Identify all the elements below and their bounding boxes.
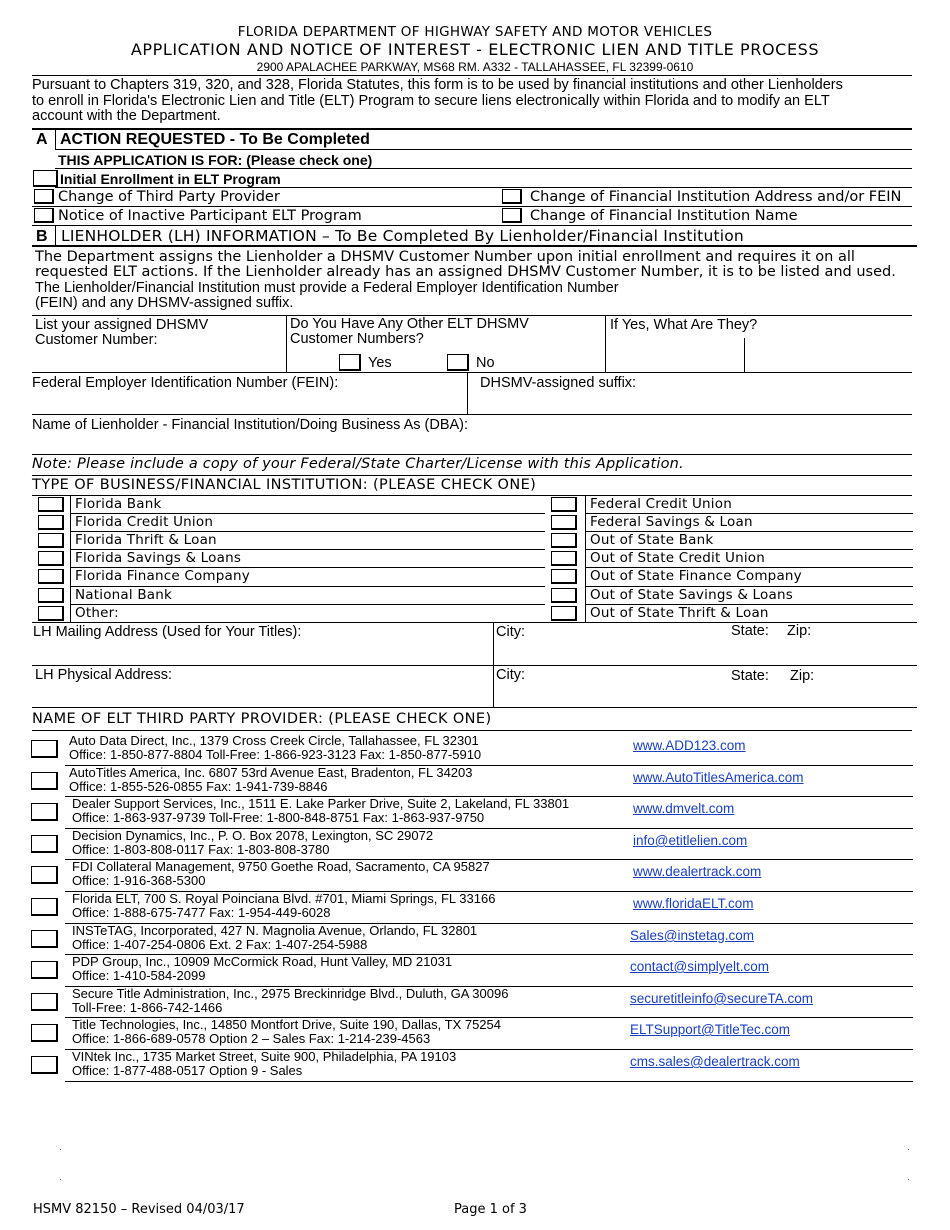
provider-name-address: Florida ELT, 700 S. Royal Poinciana Blvd. #701, Miami Springs, FL 33166: [72, 891, 496, 906]
provider-name-address: VINtek Inc., 1735 Market Street, Suite 900, Philadelphia, PA 19103: [72, 1049, 457, 1064]
form-id: HSMV 82150 – Revised 04/03/17: [33, 1202, 245, 1217]
provider-name-address: PDP Group, Inc., 10909 McCormick Road, Hunt Valley, MD 21031: [72, 954, 453, 969]
business-type-label: Federal Savings & Loan: [590, 514, 753, 530]
business-type-checkbox[interactable]: [38, 606, 64, 621]
provider-phone: Office: 1-888-675-7477 Fax: 1-954-449-6028: [72, 905, 331, 920]
provider-phone: Toll-Free: 1-866-742-1466: [72, 1000, 223, 1015]
provider-link[interactable]: www.dealertrack.com: [633, 864, 762, 879]
business-type-label: Florida Thrift & Loan: [75, 532, 217, 548]
section-a-title: ACTION REQUESTED - To Be Completed: [60, 131, 370, 148]
dot-mark: .: [907, 1142, 910, 1153]
address-fein-change-checkbox[interactable]: [502, 189, 522, 204]
dot-mark: .: [907, 1172, 910, 1183]
business-type-checkbox[interactable]: [551, 569, 577, 584]
physical-address-label: LH Physical Address:: [35, 667, 173, 683]
provider-name-address: Decision Dynamics, Inc., P. O. Box 2078, Lexington, SC 29072: [72, 828, 434, 843]
mailing-city-label: City:: [496, 624, 525, 640]
provider-phone: Office: 1-863-937-9739 Toll-Free: 1-800-848-8751 Fax: 1-863-937-9750: [72, 810, 485, 825]
provider-link[interactable]: cms.sales@dealertrack.com: [630, 1054, 800, 1069]
business-type-checkbox[interactable]: [551, 533, 577, 548]
provider-link[interactable]: securetitleinfo@secureTA.com: [630, 991, 814, 1006]
section-b-paragraph: The Department assigns the Lienholder a DHSMV Customer Number upon initial enrollment and requires it on all requested ELT actions. If the Lienholder already has an assigned DHSMV Customer Number, it is to be listed and used.: [35, 249, 896, 280]
business-type-label: Florida Finance Company: [75, 568, 250, 584]
third-party-change-checkbox[interactable]: [34, 189, 54, 204]
provider-phone: Office: 1-410-584-2099: [72, 968, 206, 983]
provider-name-address: AutoTitles America, Inc. 6807 53rd Avenue East, Bradenton, FL 34203: [69, 765, 473, 780]
provider-checkbox[interactable]: [31, 740, 58, 758]
fein-label: Federal Employer Identification Number (FEIN):: [32, 375, 339, 391]
provider-details: [72, 955, 452, 983]
physical-city-label: City:: [496, 667, 525, 683]
provider-link[interactable]: Sales@instetag.com: [630, 928, 755, 943]
business-type-checkbox[interactable]: [551, 551, 577, 566]
provider-name-address: Dealer Support Services, Inc., 1511 E. Lake Parker Drive, Suite 2, Lakeland, FL 33801: [72, 796, 570, 811]
dot-mark: .: [59, 1172, 62, 1183]
grid-divider: [585, 495, 586, 622]
provider-phone: Office: 1-407-254-0806 Ext. 2 Fax: 1-407-254-5988: [72, 937, 368, 952]
section-b-paragraph-2: The Lienholder/Financial Institution must provide a Federal Employer Identification Number (FEIN) and any DHSMV-assigned suffix.: [35, 280, 619, 311]
provider-details: [72, 987, 508, 1015]
address-fein-change-label: Change of Financial Institution Address and/or FEIN: [530, 189, 902, 205]
dot-mark: .: [59, 1142, 62, 1153]
business-type-checkbox[interactable]: [551, 588, 577, 603]
provider-link[interactable]: www.ADD123.com: [633, 738, 746, 753]
business-type-label: Florida Bank: [75, 496, 162, 512]
provider-details: [72, 797, 569, 825]
business-type-checkbox[interactable]: [551, 515, 577, 530]
section-a-subtitle: THIS APPLICATION IS FOR: (Please check one): [58, 152, 373, 168]
third-party-change-label: Change of Third Party Provider: [58, 189, 280, 205]
provider-checkbox[interactable]: [31, 961, 58, 979]
business-type-label: National Bank: [75, 587, 173, 603]
business-type-label: Out of State Thrift & Loan: [590, 605, 769, 621]
fi-name-change-checkbox[interactable]: [502, 208, 522, 223]
provider-details: [69, 766, 473, 794]
no-label: No: [476, 355, 495, 371]
agency-address: 2900 APALACHEE PARKWAY, MS68 RM. A332 - TALLAHASSEE, FL 32399-0610: [256, 60, 694, 74]
suffix-label: DHSMV-assigned suffix:: [480, 375, 637, 391]
physical-zip-label: Zip:: [790, 668, 815, 684]
provider-phone: Office: 1-866-689-0578 Option 2 – Sales Fax: 1-214-239-4563: [72, 1031, 431, 1046]
initial-enrollment-label: Initial Enrollment in ELT Program: [60, 171, 281, 187]
other-numbers-yes-checkbox[interactable]: [339, 354, 361, 371]
provider-name-address: FDI Collateral Management, 9750 Goethe Road, Sacramento, CA 95827: [72, 859, 490, 874]
row-divider: [65, 1081, 913, 1082]
charter-note: Note: Please include a copy of your Federal/State Charter/License with this Application.: [32, 456, 684, 472]
provider-details: [72, 1050, 456, 1078]
provider-checkbox[interactable]: [31, 803, 58, 821]
lienholder-name-label: Name of Lienholder - Financial Institution/Doing Business As (DBA):: [32, 417, 469, 433]
if-yes-label: If Yes, What Are They?: [610, 317, 758, 333]
section-b-title: LIENHOLDER (LH) INFORMATION – To Be Completed By Lienholder/Financial Institution: [61, 227, 744, 245]
customer-number-label: List your assigned DHSMV Customer Number:: [35, 317, 209, 348]
business-type-label: Out of State Finance Company: [590, 568, 802, 584]
provider-checkbox[interactable]: [31, 772, 58, 790]
fi-name-change-label: Change of Financial Institution Name: [530, 208, 798, 224]
business-type-label: Out of State Savings & Loans: [590, 587, 793, 603]
initial-enrollment-checkbox[interactable]: [33, 170, 58, 187]
other-numbers-no-checkbox[interactable]: [447, 354, 469, 371]
business-type-label: Florida Savings & Loans: [75, 550, 242, 566]
business-type-heading: TYPE OF BUSINESS/FINANCIAL INSTITUTION: (PLEASE CHECK ONE): [32, 477, 537, 493]
physical-state-label: State:: [731, 668, 769, 684]
provider-details: [72, 892, 495, 920]
provider-phone: Office: 1-803-808-0117 Fax: 1-803-808-3780: [72, 842, 330, 857]
page-number: Page 1 of 3: [454, 1202, 527, 1217]
business-type-checkbox[interactable]: [38, 569, 64, 584]
business-type-label: Federal Credit Union: [590, 496, 732, 512]
provider-details: [72, 860, 490, 888]
form-title: APPLICATION AND NOTICE OF INTEREST - ELECTRONIC LIEN AND TITLE PROCESS: [130, 40, 820, 59]
business-type-checkbox[interactable]: [38, 588, 64, 603]
provider-phone: Office: 1-877-488-0517 Option 9 - Sales: [72, 1063, 303, 1078]
mailing-zip-label: Zip:: [787, 623, 812, 639]
provider-link[interactable]: www.AutoTitlesAmerica.com: [633, 770, 804, 785]
provider-phone: Office: 1-916-368-5300: [72, 873, 206, 888]
mailing-state-label: State:: [731, 623, 769, 639]
provider-link[interactable]: www.dmvelt.com: [633, 801, 735, 816]
provider-details: [72, 1018, 501, 1046]
business-type-checkbox[interactable]: [38, 515, 64, 530]
section-b-letter: B: [36, 228, 48, 245]
provider-phone: Office: 1-855-526-0855 Fax: 1-941-739-8846: [69, 779, 328, 794]
provider-checkbox[interactable]: [31, 1056, 58, 1074]
business-type-checkbox[interactable]: [38, 497, 64, 512]
providers-heading: NAME OF ELT THIRD PARTY PROVIDER: (PLEASE CHECK ONE): [32, 711, 492, 727]
provider-details: [72, 924, 477, 952]
provider-link[interactable]: info@etitlelien.com: [633, 833, 748, 848]
grid-divider: [70, 495, 71, 622]
provider-checkbox[interactable]: [31, 835, 58, 853]
provider-checkbox[interactable]: [31, 930, 58, 948]
provider-link[interactable]: contact@simplyelt.com: [630, 959, 769, 974]
provider-checkbox[interactable]: [31, 993, 58, 1011]
business-type-checkbox[interactable]: [38, 533, 64, 548]
provider-checkbox[interactable]: [31, 1024, 58, 1042]
inactive-participant-checkbox[interactable]: [34, 208, 54, 223]
provider-name-address: INSTeTAG, Incorporated, 427 N. Magnolia Avenue, Orlando, FL 32801: [72, 923, 478, 938]
provider-link[interactable]: www.floridaELT.com: [633, 896, 754, 911]
business-type-label: Florida Credit Union: [75, 514, 214, 530]
provider-details: [69, 734, 481, 762]
business-type-label: Other:: [75, 605, 119, 621]
business-type-label: Out of State Credit Union: [590, 550, 765, 566]
inactive-participant-label: Notice of Inactive Participant ELT Program: [58, 208, 362, 224]
business-type-checkbox[interactable]: [38, 551, 64, 566]
provider-name-address: Secure Title Administration, Inc., 2975 Breckinridge Blvd., Duluth, GA 30096: [72, 986, 509, 1001]
provider-details: [72, 829, 433, 857]
yes-label: Yes: [368, 355, 392, 371]
provider-checkbox[interactable]: [31, 866, 58, 884]
intro-paragraph: Pursuant to Chapters 319, 320, and 328, Florida Statutes, this form is to be used by financial institutions and other Lienholders to enroll in Florida's Electronic Lien and Title (ELT) Program to secure liens electronically within Florida and to modify an ELT account with the Department.: [32, 77, 843, 124]
business-type-checkbox[interactable]: [551, 606, 577, 621]
section-a-letter: A: [36, 131, 48, 148]
provider-link[interactable]: ELTSupport@TitleTec.com: [630, 1022, 791, 1037]
row-divider: [70, 604, 545, 605]
agency-name: FLORIDA DEPARTMENT OF HIGHWAY SAFETY AND MOTOR VEHICLES: [237, 24, 713, 40]
other-numbers-label: Do You Have Any Other ELT DHSMV Customer Numbers?: [290, 316, 529, 347]
business-type-label: Out of State Bank: [590, 532, 714, 548]
business-type-checkbox[interactable]: [551, 497, 577, 512]
provider-checkbox[interactable]: [31, 898, 58, 916]
mailing-address-label: LH Mailing Address (Used for Your Titles):: [33, 624, 302, 640]
provider-name-address: Auto Data Direct, Inc., 1379 Cross Creek Circle, Tallahassee, FL 32301: [69, 733, 479, 748]
provider-name-address: Title Technologies, Inc., 14850 Montfort Drive, Suite 190, Dallas, TX 75254: [72, 1017, 501, 1032]
provider-phone: Office: 1-850-877-8804 Toll-Free: 1-866-923-3123 Fax: 1-850-877-5910: [69, 747, 482, 762]
